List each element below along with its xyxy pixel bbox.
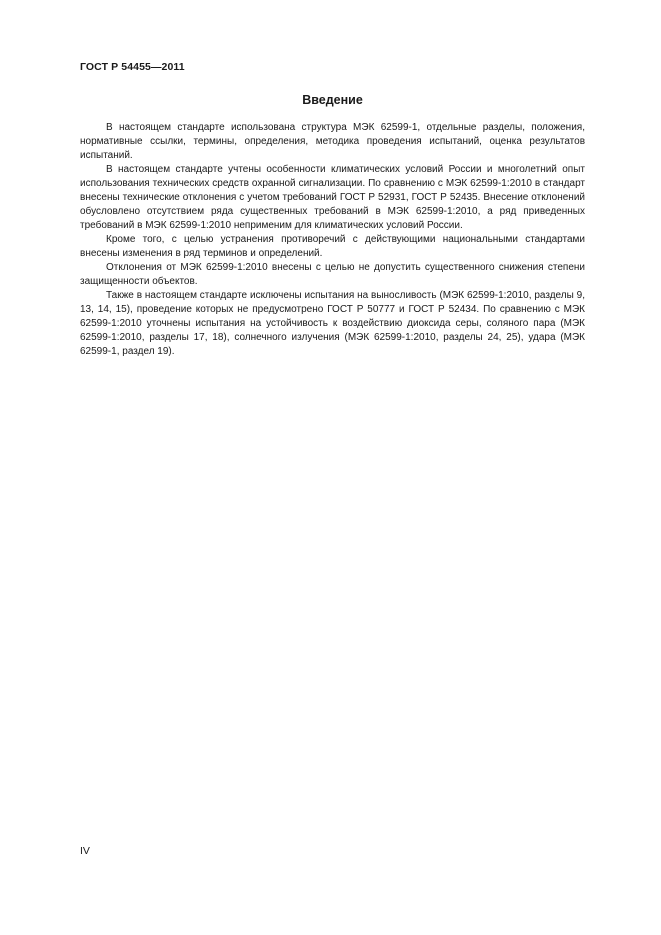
section-title: Введение <box>302 93 363 107</box>
page-number: IV <box>80 845 90 857</box>
paragraph: В настоящем стандарте использована структура МЭК 62599-1, отдельные разделы, положения, нормативные ссылки, термины, определения, методика проведения испытаний, оценка результатов испытаний. <box>80 122 585 161</box>
paragraph: Кроме того, с целью устранения противоречий с действующими национальными стандартами внесены изменения в ряд терминов и определений. <box>80 234 585 259</box>
paragraph: Отклонения от МЭК 62599-1:2010 внесены с целью не допустить существенного снижения степени защищенности объектов. <box>80 262 585 287</box>
body-text <box>80 121 585 359</box>
paragraph: В настоящем стандарте учтены особенности климатических условий России и многолетний опыт использования технических средств охранной сигнализации. По сравнению с МЭК 62599-1:2010 в стандарт внесены технические отклонения с учетом требований ГОСТ Р 52931, ГОСТ Р 52435. Внесение отклонений обусловлено отсутствием ряда существенных требований в МЭК 62599-1:2010, а ряд приведенных требований в МЭК 62599-1:2010 неприменим для климатических условий России. <box>80 164 585 231</box>
paragraph: Также в настоящем стандарте исключены испытания на выносливость (МЭК 62599-1:2010, разделы 9, 13, 14, 15), проведение которых не предусмотрено ГОСТ Р 50777 и ГОСТ Р 52434. По сравнению с МЭК 62599-1:2010 уточнены испытания на устойчивость к воздействию диоксида серы, соляного пара (МЭК 62599-1:2010, разделы 17, 18), солнечного излучения (МЭК 62599-1:2010, разделы 24, 25), удара (МЭК 62599-1, раздел 19). <box>80 290 585 357</box>
document-id-header: ГОСТ Р 54455—2011 <box>80 61 185 73</box>
